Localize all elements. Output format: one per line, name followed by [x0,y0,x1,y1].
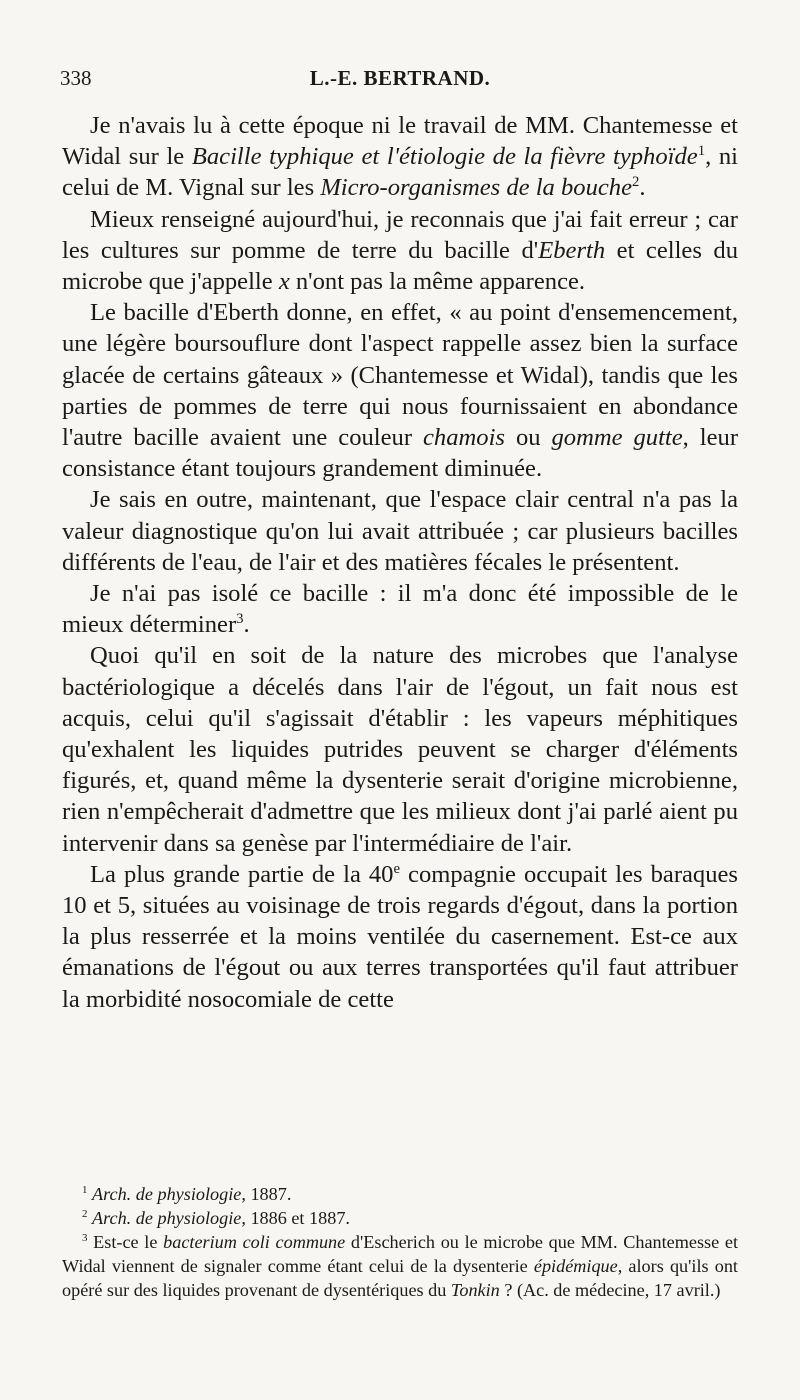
italic-place: Tonkin [450,1280,500,1300]
text-run: ? (Ac. de médecine, 17 avril.) [499,1280,721,1300]
paragraph: Je sais en outre, maintenant, que l'espace clair central n'a pas la valeur diagnostique qu'on lui avait attribuée ; car plusieurs bacilles différents de l'eau, de l'air et des matières fécales le présentent. [62,486,738,576]
footnote [62,1206,738,1230]
text-run: Le bacille d'Eberth donne, en effet, « au point d'ensemencement, une légère boursouflure dont l'aspect rappelle assez bien la surface glacée de certains gâteaux » (Chantemesse et Widal), tandis que les parties de pommes de terre qui nous fournissaient en abondance l'autre bacille avaient une couleur [62,299,738,452]
italic-title: Micro-organismes de la bouche [320,174,632,202]
page-number: 338 [60,66,92,90]
text-run: compagnie occupait les baraques 10 et 5, situées au voisinage de trois regards d'égout, dans la portion la plus resserrée et la moins ventilée du casernement. Est-ce aux émanations de l'égout ou aux terres transportées qu'il faut attribuer la morbidité nosocomiale de cette [62,860,739,1013]
footnote-mark: 3 [82,1231,88,1244]
paragraph [62,204,738,298]
text-run: Est-ce le [93,1232,164,1252]
footnote-mark: 1 [82,1183,88,1196]
text-run: d'Escherich ou le microbe que MM. Chantemesse et Widal viennent de signaler comme étant celui de la dysenterie [62,1232,739,1276]
ordinal-suffix: e [393,860,401,877]
text-run: ou [504,424,552,452]
text-run: Je n'avais lu à cette époque ni le travail de MM. Chantemesse et Widal sur le [62,112,738,171]
text-run: , alors qu'ils ont opéré sur des liquides provenant de dysentériques du [62,1256,738,1300]
footnote-source: Arch. de physiologie [92,1208,242,1228]
italic-title: Bacille typhique et l'étiologie de la fièvre typhoïde [191,143,698,171]
italic-variable: x [278,268,290,296]
italic-term: bacterium coli commune [163,1232,346,1252]
footnote [62,1182,738,1206]
text-run: La plus grande partie de la 40 [90,860,394,888]
text-run: Mieux renseigné aujourd'hui, je reconnais que j'ai fait erreur ; car les cultures sur pomme de terre du bacille d' [62,205,738,264]
italic-term: épidémique [533,1256,618,1276]
paragraph [62,297,738,484]
paragraph [62,110,738,204]
text-run: , 1886 et 1887. [241,1208,350,1228]
text-run: n'ont pas la même apparence. [289,268,586,296]
text-run: . [243,611,250,639]
text-run: et celles du microbe que j'appelle [62,236,738,296]
footnote [62,1230,738,1302]
text-run: , ni celui de M. Vignal sur les [62,143,739,202]
running-header [60,66,740,96]
footnote-source: Arch. de physiologie [92,1184,242,1204]
italic-term: chamois [423,424,505,452]
paragraph: Quoi qu'il en soit de la nature des microbes que l'analyse bactériologique a décelés dans l'air de l'égout, un fait nous est acquis, celui qu'il s'agissait d'établir : les vapeurs méphitiques qu'exhalent les liquides putrides peuvent se charger d'éléments figurés, et, quand même la dysenterie serait d'origine microbienne, rien n'empêcherait d'admettre que les milieux dont j'ai parlé aient pu intervenir dans sa genèse par l'intermédiaire de l'air. [62,642,738,857]
italic-term: gomme gutte [551,424,683,452]
main-text [62,110,738,1015]
paragraph [62,859,738,1015]
footnote-ref: 3 [236,611,244,628]
italic-name: Eberth [538,236,606,264]
footnote-ref: 2 [632,174,640,191]
text-run: . [639,174,646,202]
footnote-ref: 1 [697,143,706,160]
paragraph [62,578,738,640]
running-title: L.-E. BERTRAND. [309,66,491,90]
footnotes [62,1182,738,1302]
text-run: Je n'ai pas isolé ce bacille : il m'a donc été impossible de le mieux déterminer [62,580,738,639]
text-run: , 1887. [241,1184,292,1204]
footnote-mark: 2 [82,1207,88,1220]
text-run: , leur consistance étant toujours grandement diminuée. [62,424,739,483]
